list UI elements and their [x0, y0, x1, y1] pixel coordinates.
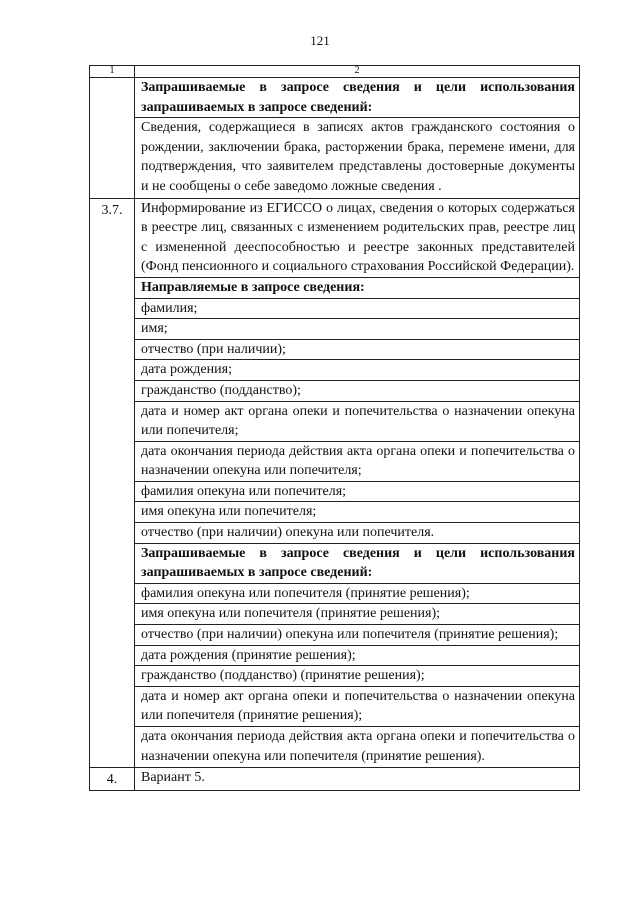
- row-content: [135, 198, 580, 768]
- content-line: дата окончания периода действия акта органа опеки и попечительства о назначении опекуна или попечителя (принятие решения).: [141, 729, 575, 764]
- content-line: гражданство (подданство);: [135, 381, 579, 402]
- row-content: [135, 768, 580, 791]
- section-heading: Направляемые в запросе сведения:: [135, 278, 579, 299]
- row-content: [135, 78, 580, 199]
- content-line: фамилия опекуна или попечителя (принятие решения);: [135, 584, 579, 605]
- document-table: [89, 65, 580, 791]
- table-row: [90, 768, 580, 791]
- content-line: фамилия;: [135, 299, 579, 320]
- table-row: [90, 78, 580, 199]
- table-row: [90, 198, 580, 768]
- header-col-1: 1: [90, 66, 135, 78]
- content-line: дата и номер акт органа опеки и попечительства о назначении опекуна или попечителя (принятие решения);: [135, 687, 579, 727]
- content-line: отчество (при наличии);: [135, 340, 579, 361]
- content-line: имя;: [135, 319, 579, 340]
- row-number: 4.: [90, 768, 135, 791]
- content-line: отчество (при наличии) опекуна или попечителя (принятие решения);: [135, 625, 579, 646]
- row-number: 3.7.: [90, 198, 135, 768]
- content-line: Сведения, содержащиеся в записях актов гражданского состояния о рождении, заключении брака, расторжении брака, перемене имени, для подтверждения, что заявителем представлены достоверные документы и не сообщены о себе заведомо ложные сведения .: [141, 120, 575, 194]
- content-line: имя опекуна или попечителя (принятие решения);: [135, 604, 579, 625]
- content-line: дата окончания периода действия акта органа опеки и попечительства о назначении опекуна или попечителя;: [135, 442, 579, 482]
- content-line: дата и номер акт органа опеки и попечительства о назначении опекуна или попечителя;: [135, 402, 579, 442]
- row-number: [90, 78, 135, 199]
- content-line: гражданство (подданство) (принятие решения);: [135, 666, 579, 687]
- table-header-row: [90, 66, 580, 78]
- content-line: Информирование из ЕГИССО о лицах, сведения о которых содержаться в реестре лиц, связанных с изменением родительских прав, реестре лиц с измененной дееспособностью и реестре законных представителей (Фонд пенсионного и социального страхования Российской Федерации).: [135, 199, 579, 278]
- content-line: фамилия опекуна или попечителя;: [135, 482, 579, 503]
- content-line: дата рождения (принятие решения);: [135, 646, 579, 667]
- page-number: 121: [310, 33, 330, 48]
- section-heading: Запрашиваемые в запросе сведения и цели использования запрашиваемых в запросе сведений:: [135, 78, 579, 118]
- content-line: отчество (при наличии) опекуна или попечителя.: [135, 523, 579, 544]
- section-heading: Запрашиваемые в запросе сведения и цели использования запрашиваемых в запросе сведений:: [135, 544, 579, 584]
- content-line: имя опекуна или попечителя;: [135, 502, 579, 523]
- content-line: Вариант 5.: [141, 770, 205, 786]
- content-line: дата рождения;: [135, 360, 579, 381]
- header-col-2: 2: [135, 66, 580, 78]
